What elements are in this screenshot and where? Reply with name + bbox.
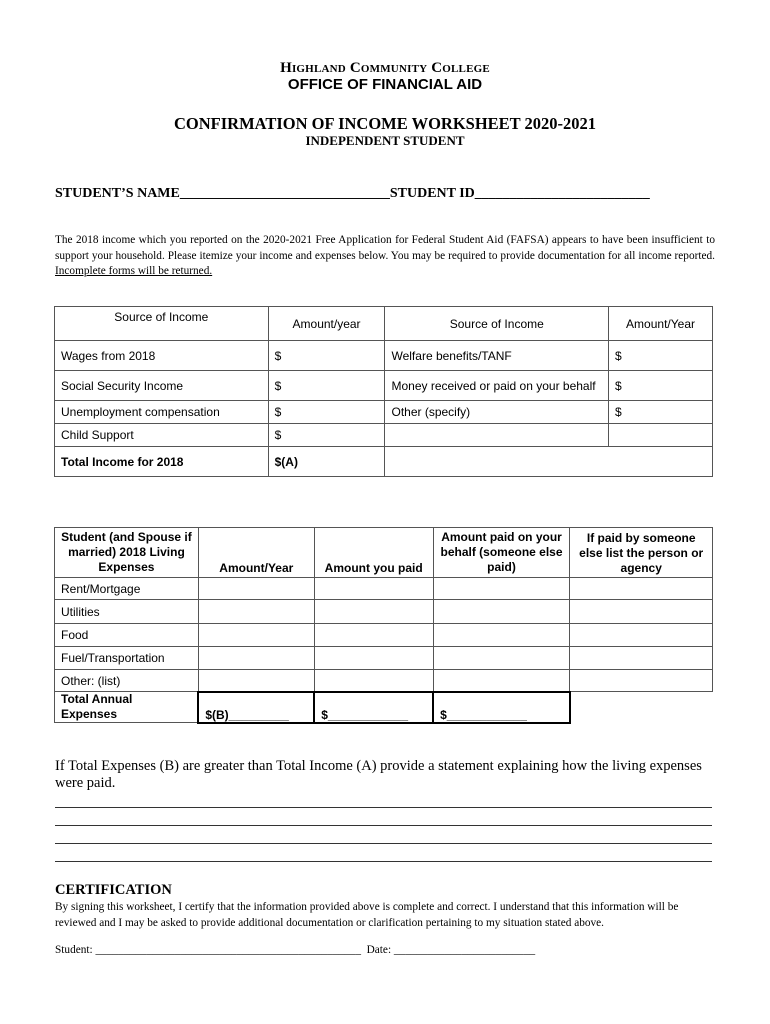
income-table-header — [55, 307, 713, 341]
income-header-source-1: Source of Income — [55, 307, 269, 341]
total-income-value[interactable]: $(A) — [268, 447, 385, 477]
income-source-cell: Other (specify) — [385, 401, 609, 424]
certification-heading: CERTIFICATION — [55, 882, 172, 898]
expense-input-cell[interactable] — [314, 578, 433, 600]
expense-category-cell: Food — [55, 624, 199, 647]
expense-input-cell[interactable] — [198, 578, 314, 600]
table-row — [55, 424, 713, 447]
intro-paragraph — [55, 233, 715, 280]
student-name-field[interactable]: ______________________________ — [179, 186, 390, 201]
expense-input-cell[interactable] — [314, 624, 433, 647]
date-field[interactable]: _________________________ — [393, 944, 536, 956]
expense-category-cell: Fuel/Transportation — [55, 647, 199, 670]
certification-text: By signing this worksheet, I certify that the information provided above is complete and correct. I understand that this information will be reviewed and I may be asked to provide additional documentation or clarification pertaining to my situation stated above. — [55, 901, 679, 929]
income-header-source-2: Source of Income — [385, 307, 609, 341]
table-row — [55, 341, 713, 371]
total-expenses-b[interactable]: $(B)_________ — [198, 692, 314, 723]
income-amount-cell[interactable]: $ — [268, 341, 385, 371]
total-paid-c[interactable]: $____________ — [314, 692, 433, 723]
expense-input-cell[interactable] — [433, 600, 570, 624]
income-amount-cell[interactable] — [609, 424, 713, 447]
income-header-amount-1: Amount/year — [268, 307, 385, 341]
expense-header-payer: If paid by someone else list the person or agency — [570, 528, 713, 578]
expense-category-cell: Other: (list) — [55, 670, 199, 692]
expense-input-cell[interactable] — [570, 624, 713, 647]
expense-input-cell[interactable] — [198, 670, 314, 692]
expense-input-cell[interactable] — [570, 578, 713, 600]
statement-line[interactable] — [55, 861, 712, 862]
page-title: CONFIRMATION OF INCOME WORKSHEET 2020-2021 — [174, 114, 596, 133]
statement-line[interactable] — [55, 807, 712, 808]
table-row — [55, 401, 713, 424]
statement-line[interactable] — [55, 843, 712, 844]
student-id-label: STUDENT ID — [389, 186, 475, 201]
income-header-amount-2: Amount/Year — [609, 307, 713, 341]
expense-header-category: Student (and Spouse if married) 2018 Living Expenses — [55, 528, 199, 578]
total-income-label: Total Income for 2018 — [55, 447, 269, 477]
income-source-cell: Money received or paid on your behalf — [385, 371, 609, 401]
student-signature-label: Student: — [55, 944, 96, 956]
date-label: Date: — [360, 944, 394, 956]
income-amount-cell[interactable]: $ — [268, 371, 385, 401]
expense-input-cell[interactable] — [570, 647, 713, 670]
table-row — [55, 578, 713, 600]
student-signature-field[interactable]: _______________________________________________ — [95, 944, 361, 956]
income-source-cell: Child Support — [55, 424, 269, 447]
statement-line[interactable] — [55, 825, 712, 826]
intro-text: The 2018 income which you reported on the 2020-2021 Free Application for Federal Student Aid (FAFSA) appears to have been insufficient to support your household. Please itemize your income and expenses below. You may be required to provide documentation for all income reported. — [55, 234, 715, 262]
total-income-empty — [385, 447, 713, 477]
page-subtitle: INDEPENDENT STUDENT — [305, 133, 465, 148]
expense-input-cell[interactable] — [198, 647, 314, 670]
expense-input-cell[interactable] — [314, 600, 433, 624]
table-row — [55, 624, 713, 647]
total-behalf-d[interactable]: $____________ — [433, 692, 570, 723]
expense-input-cell[interactable] — [198, 600, 314, 624]
income-amount-cell[interactable]: $ — [609, 401, 713, 424]
income-amount-cell[interactable]: $ — [268, 401, 385, 424]
expense-table-header — [55, 528, 713, 578]
expense-total-row — [55, 692, 713, 723]
income-source-cell[interactable] — [385, 424, 609, 447]
table-row — [55, 371, 713, 401]
intro-warning: Incomplete forms will be returned. — [55, 265, 213, 278]
income-total-row — [55, 447, 713, 477]
income-source-cell: Social Security Income — [55, 371, 269, 401]
office-name: OFFICE OF FINANCIAL AID — [287, 76, 483, 93]
expense-input-cell[interactable] — [314, 670, 433, 692]
expense-header-paid-behalf: Amount paid on your behalf (someone else paid) — [433, 528, 570, 578]
student-name-label: STUDENT’S NAME — [55, 186, 180, 201]
signature-line — [55, 944, 535, 956]
expense-input-cell[interactable] — [433, 578, 570, 600]
student-id-field[interactable]: _________________________ — [474, 186, 650, 201]
total-expenses-label: Total Annual Expenses — [55, 692, 199, 723]
expense-header-amount-year: Amount/Year — [198, 528, 314, 578]
expense-category-cell: Rent/Mortgage — [55, 578, 199, 600]
income-table — [54, 306, 713, 477]
income-amount-cell[interactable]: $ — [609, 341, 713, 371]
income-amount-cell[interactable]: $ — [609, 371, 713, 401]
expense-input-cell[interactable] — [570, 600, 713, 624]
expense-input-cell[interactable] — [433, 670, 570, 692]
expense-category-cell: Utilities — [55, 600, 199, 624]
expense-input-cell[interactable] — [570, 670, 713, 692]
table-row — [55, 600, 713, 624]
statement-prompt: If Total Expenses (B) are greater than Total Income (A) provide a statement explaining how the living expenses were paid. — [55, 758, 702, 791]
income-source-cell: Welfare benefits/TANF — [385, 341, 609, 371]
expense-input-cell[interactable] — [433, 647, 570, 670]
expense-input-cell[interactable] — [314, 647, 433, 670]
expense-table — [54, 527, 713, 724]
income-source-cell: Unemployment compensation — [55, 401, 269, 424]
college-name: Highland Community College — [280, 60, 490, 76]
student-info-line — [55, 186, 650, 202]
income-source-cell: Wages from 2018 — [55, 341, 269, 371]
total-empty-cell — [570, 692, 713, 723]
expense-input-cell[interactable] — [198, 624, 314, 647]
table-row — [55, 670, 713, 692]
table-row — [55, 647, 713, 670]
income-amount-cell[interactable]: $ — [268, 424, 385, 447]
expense-header-amount-paid: Amount you paid — [314, 528, 433, 578]
expense-input-cell[interactable] — [433, 624, 570, 647]
